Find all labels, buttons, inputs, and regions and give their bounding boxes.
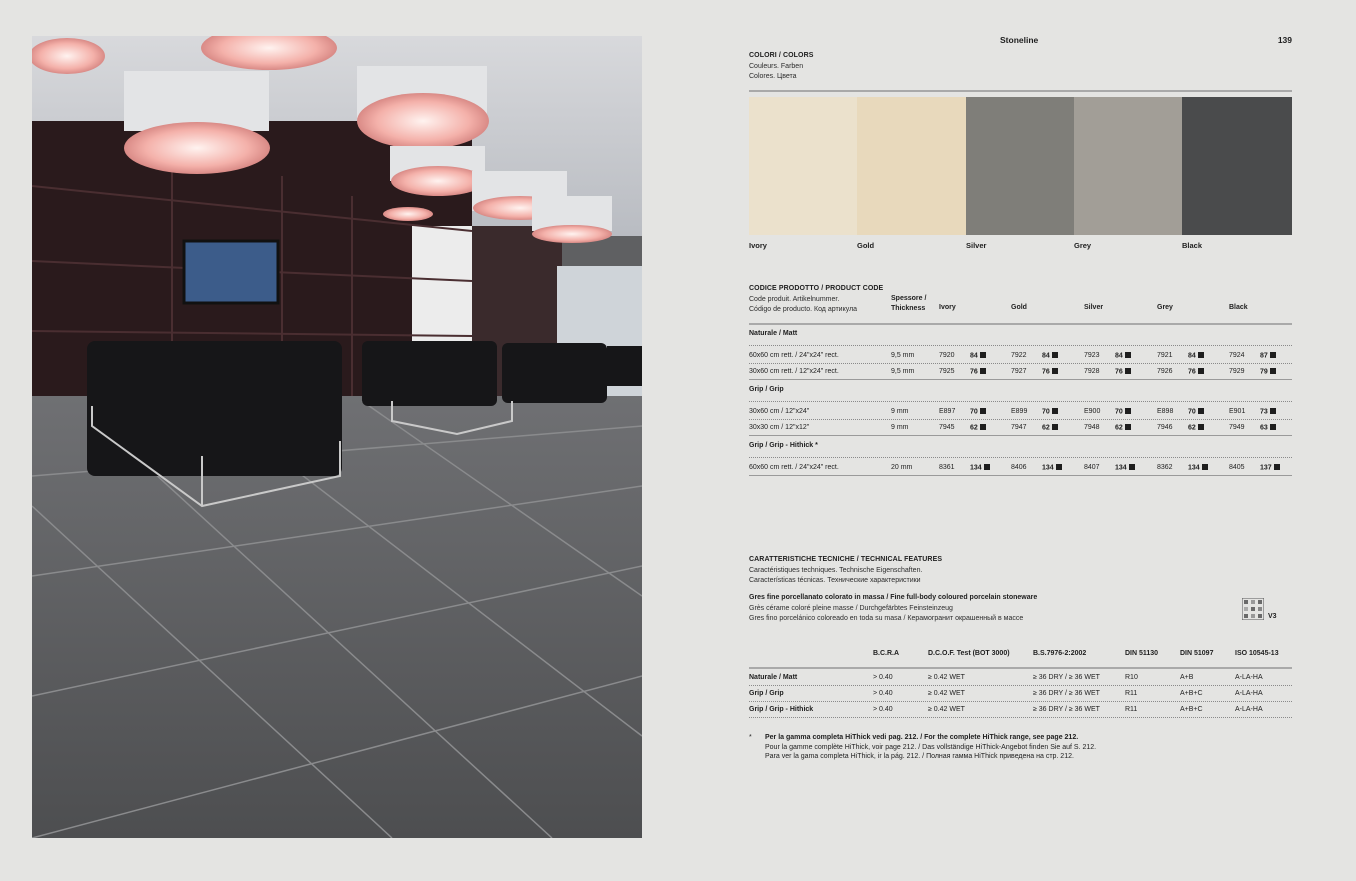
package-square-icon (1274, 464, 1280, 470)
interior-photo (32, 36, 642, 838)
package-value (1188, 424, 1204, 432)
technical-value: > 0.40 (873, 706, 893, 713)
swatch-1 (857, 97, 966, 235)
package-number: 73 (1260, 408, 1268, 416)
package-square-icon (984, 464, 990, 470)
package-value (1115, 464, 1135, 472)
color-swatches (749, 97, 1292, 235)
row-separator (749, 475, 1292, 476)
package-number: 63 (1260, 424, 1268, 432)
package-value (1042, 408, 1058, 416)
technical-value: ≥ 0.42 WET (928, 706, 965, 713)
package-number: 134 (1188, 464, 1200, 472)
product-code: 7922 (1011, 352, 1027, 359)
product-thickness: 9 mm (891, 424, 909, 431)
technical-column-header: DIN 51130 (1125, 650, 1159, 657)
package-value (1115, 408, 1131, 416)
package-number: 84 (970, 352, 978, 360)
package-number: 62 (1188, 424, 1196, 432)
technical-column-header: D.C.O.F. Test (BOT 3000) (928, 650, 1010, 657)
package-value (1042, 464, 1062, 472)
product-thickness: 9,5 mm (891, 352, 915, 359)
package-number: 76 (970, 368, 978, 376)
package-square-icon (1198, 424, 1204, 430)
package-value (1115, 352, 1131, 360)
technical-column-header: B.C.R.A (873, 650, 900, 657)
color-column-header: Silver (1084, 304, 1104, 311)
package-square-icon (1125, 424, 1131, 430)
product-code: 8407 (1084, 464, 1100, 471)
product-code: 7947 (1011, 424, 1027, 431)
product-code-subtitle-1: Code produit. Artikelnummer. (749, 296, 840, 303)
row-separator (749, 363, 1292, 364)
product-size: 30x60 cm rett. / 12"x24" rect. (749, 368, 839, 375)
material-subtitle-1: Grès cérame coloré pleine masse / Durchgefärbtes Feinsteinzeug (749, 605, 953, 612)
package-number: 70 (1115, 408, 1123, 416)
package-number: 70 (970, 408, 978, 416)
thickness-header-2: Thickness (891, 304, 926, 312)
row-separator (749, 419, 1292, 420)
swatch-label: Ivory (749, 241, 767, 250)
product-code: 7949 (1229, 424, 1245, 431)
package-value (970, 424, 986, 432)
product-code: 7929 (1229, 368, 1245, 375)
package-number: 84 (1188, 352, 1196, 360)
technical-title: CARATTERISTICHE TECNICHE / TECHNICAL FEATURES (749, 556, 943, 563)
package-value (970, 368, 986, 376)
product-size: 30x30 cm / 12"x12" (749, 424, 810, 431)
package-square-icon (1198, 352, 1204, 358)
row-separator (749, 717, 1292, 718)
technical-column-header: B.S.7976-2:2002 (1033, 650, 1087, 657)
package-square-icon (980, 424, 986, 430)
package-value (970, 408, 986, 416)
color-column-header: Black (1229, 304, 1248, 311)
package-value (1188, 352, 1204, 360)
package-square-icon (1202, 464, 1208, 470)
product-code: 8362 (1157, 464, 1173, 471)
swatch-label: Silver (966, 241, 987, 250)
package-value (1042, 352, 1058, 360)
row-separator (749, 379, 1292, 380)
technical-row-name: Naturale / Matt (749, 674, 798, 681)
product-code: 7927 (1011, 368, 1027, 375)
swatch-label: Gold (857, 241, 875, 250)
package-value (1042, 368, 1058, 376)
product-code: 7920 (939, 352, 955, 359)
colors-rule (749, 90, 1292, 92)
swatch-3 (1074, 97, 1182, 235)
package-number: 70 (1042, 408, 1050, 416)
package-value (970, 352, 986, 360)
technical-value: R11 (1125, 690, 1138, 697)
technical-column-header: DIN 51097 (1180, 650, 1214, 657)
technical-value: ≥ 36 DRY / ≥ 36 WET (1033, 706, 1100, 713)
package-number: 62 (1115, 424, 1123, 432)
package-square-icon (1198, 408, 1204, 414)
brand-name: Stoneline (1000, 35, 1039, 45)
package-square-icon (1052, 368, 1058, 374)
product-code: 7925 (939, 368, 955, 375)
package-square-icon (1052, 408, 1058, 414)
colors-subtitle-2: Colores. Цвета (749, 72, 797, 80)
product-code: 7926 (1157, 368, 1173, 375)
product-size: 30x60 cm / 12"x24" (749, 408, 810, 415)
technical-value: A+B+C (1180, 706, 1203, 713)
swatch-2 (966, 97, 1074, 235)
colors-title: COLORI / COLORS (749, 52, 814, 59)
colors-subtitle-1: Couleurs. Farben (749, 63, 804, 70)
package-value (1188, 408, 1204, 416)
package-number: 76 (1115, 368, 1123, 376)
package-number: 87 (1260, 352, 1268, 360)
package-square-icon (1270, 368, 1276, 374)
footnote-mark: * (749, 734, 752, 741)
technical-value: R11 (1125, 706, 1138, 713)
technical-value: A-LA-HA (1235, 706, 1263, 713)
product-group-name: Grip / Grip (749, 386, 784, 393)
package-number: 137 (1260, 464, 1272, 472)
product-thickness: 20 mm (891, 464, 913, 471)
package-number: 134 (1115, 464, 1127, 472)
product-code: 8406 (1011, 464, 1027, 471)
product-size: 60x60 cm rett. / 24"x24" rect. (749, 352, 839, 359)
package-number: 76 (1042, 368, 1050, 376)
package-value (1260, 368, 1276, 376)
package-value (1260, 352, 1276, 360)
row-separator (749, 345, 1292, 346)
row-separator (749, 457, 1292, 458)
package-square-icon (1052, 352, 1058, 358)
package-square-icon (980, 368, 986, 374)
technical-value: ≥ 0.42 WET (928, 674, 965, 681)
product-code-rule (749, 323, 1292, 325)
package-square-icon (980, 352, 986, 358)
technical-subtitle-2: Características técnicas. Технические характеристики (749, 576, 921, 584)
product-code: E899 (1011, 408, 1028, 415)
product-group-name: Naturale / Matt (749, 330, 798, 337)
package-number: 134 (970, 464, 982, 472)
product-code: 7946 (1157, 424, 1173, 431)
package-number: 62 (1042, 424, 1050, 432)
package-value (1260, 408, 1276, 416)
product-code: 7928 (1084, 368, 1100, 375)
product-code: 7921 (1157, 352, 1173, 359)
package-number: 84 (1115, 352, 1123, 360)
product-code: 8361 (939, 464, 955, 471)
technical-header-rule (749, 667, 1292, 669)
technical-value: > 0.40 (873, 690, 893, 697)
technical-value: A-LA-HA (1235, 674, 1263, 681)
package-square-icon (1052, 424, 1058, 430)
product-code: 7924 (1229, 352, 1245, 359)
page-number: 139 (1277, 35, 1292, 45)
package-square-icon (1125, 408, 1131, 414)
package-square-icon (1270, 352, 1276, 358)
technical-value: ≥ 0.42 WET (928, 690, 965, 697)
product-code: 7923 (1084, 352, 1100, 359)
package-value (970, 464, 990, 472)
technical-column-header: ISO 10545-13 (1235, 650, 1279, 657)
package-value (1115, 424, 1131, 432)
product-thickness: 9 mm (891, 408, 909, 415)
package-number: 70 (1188, 408, 1196, 416)
package-value (1260, 464, 1280, 472)
product-code: 7945 (939, 424, 955, 431)
material-subtitle-2: Gres fino porcelánico coloreado en toda su masa / Керамогранит окрашенный в массе (749, 614, 1024, 622)
package-value (1042, 424, 1058, 432)
technical-value: > 0.40 (873, 674, 893, 681)
product-code: E898 (1157, 408, 1174, 415)
package-square-icon (1056, 464, 1062, 470)
package-number: 84 (1042, 352, 1050, 360)
color-column-header: Grey (1157, 304, 1173, 311)
product-code-title: CODICE PRODOTTO / PRODUCT CODE (749, 285, 884, 292)
product-code: E901 (1229, 408, 1246, 415)
row-separator (749, 701, 1292, 702)
swatch-label: Grey (1074, 241, 1092, 250)
technical-value: ≥ 36 DRY / ≥ 36 WET (1033, 674, 1100, 681)
product-code-subtitle-2: Código de producto. Код артикула (749, 305, 858, 313)
shade-variation-icon (1242, 598, 1264, 620)
package-number: 76 (1188, 368, 1196, 376)
package-value (1188, 464, 1208, 472)
technical-value: A-LA-HA (1235, 690, 1263, 697)
technical-value: R10 (1125, 674, 1138, 681)
swatch-4 (1182, 97, 1292, 235)
product-code: 7948 (1084, 424, 1100, 431)
product-code: E897 (939, 408, 956, 415)
package-number: 134 (1042, 464, 1054, 472)
product-group-name: Grip / Grip - Hithick * (749, 442, 818, 449)
product-size: 60x60 cm rett. / 24"x24" rect. (749, 464, 839, 471)
footnote-line-3: Para ver la gama completa HiThick, ir la pág. 212. / Полная гамма HiThick приведена на стр. 212. (765, 753, 1074, 760)
row-separator (749, 435, 1292, 436)
footnote-line-1: Per la gamma completa HiThick vedi pag. 212. / For the complete HiThick range, see page 212. (765, 734, 1079, 741)
row-separator (749, 401, 1292, 402)
shade-variation-label: V3 (1268, 613, 1277, 620)
color-column-header: Gold (1011, 304, 1027, 311)
package-square-icon (1129, 464, 1135, 470)
product-code: E900 (1084, 408, 1101, 415)
technical-value: A+B (1180, 674, 1194, 681)
material-title: Gres fine porcellanato colorato in massa / Fine full-body coloured porcelain stoneware (749, 594, 1038, 601)
technical-value: ≥ 36 DRY / ≥ 36 WET (1033, 690, 1100, 697)
thickness-header-1: Spessore / (891, 295, 927, 302)
swatch-label: Black (1182, 241, 1203, 250)
color-column-header: Ivory (939, 304, 956, 311)
product-thickness: 9,5 mm (891, 368, 915, 375)
product-code: 8405 (1229, 464, 1245, 471)
technical-subtitle-1: Caractéristiques techniques. Technische Eigenschaften. (749, 567, 923, 574)
row-separator (749, 685, 1292, 686)
package-square-icon (1270, 408, 1276, 414)
package-value (1188, 368, 1204, 376)
technical-value: A+B+C (1180, 690, 1203, 697)
package-square-icon (1198, 368, 1204, 374)
swatch-0 (749, 97, 857, 235)
package-value (1260, 424, 1276, 432)
package-square-icon (1270, 424, 1276, 430)
package-number: 62 (970, 424, 978, 432)
package-number: 79 (1260, 368, 1268, 376)
technical-row-name: Grip / Grip (749, 690, 784, 697)
package-value (1115, 368, 1131, 376)
package-square-icon (980, 408, 986, 414)
package-square-icon (1125, 368, 1131, 374)
footnote-line-2: Pour la gamme complète HiThick, voir page 212. / Das vollständige HiThick-Angebot finden Sie auf S. 212. (765, 743, 1097, 751)
package-square-icon (1125, 352, 1131, 358)
technical-row-name: Grip / Grip - Hithick (749, 706, 814, 713)
